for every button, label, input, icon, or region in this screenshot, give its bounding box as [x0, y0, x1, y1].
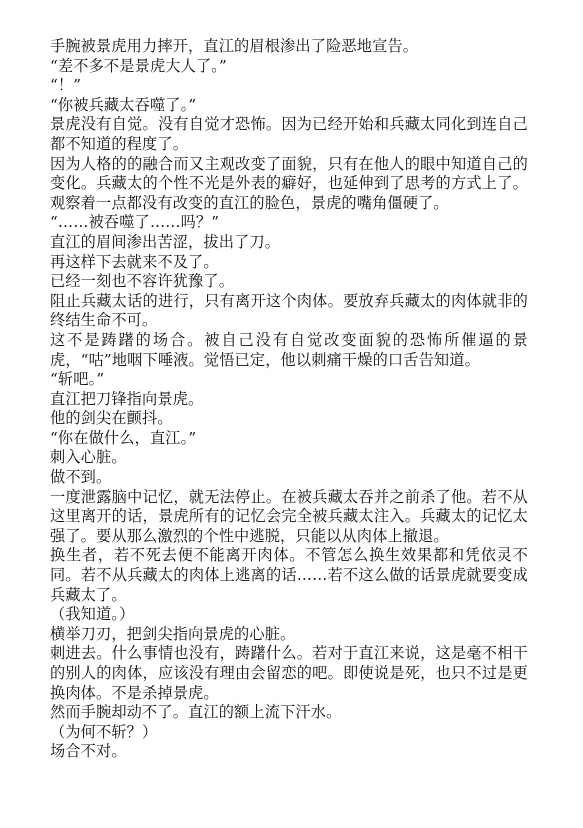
- dialogue-line: “你在做什么，直江。”: [50, 428, 197, 447]
- paragraph: 做不到。: [50, 468, 112, 487]
- paragraph: 然而手腕却动不了。直江的额上流下汗水。: [50, 703, 342, 722]
- paragraph: 手腕被景虎用力摔开，直江的眉根渗出了险恶地宣告。: [50, 37, 419, 55]
- paragraph: 场合不对。: [50, 742, 127, 761]
- paragraph: 换生者，若不死去便不能离开肉体。不管怎么换生效果都和凭依灵不同。若不从兵藏太的肉体上逃离的话……若不这么做的话景虎就要变成兵藏太了。: [50, 546, 528, 604]
- dialogue-line: “差不多不是景虎大人了。”: [50, 56, 227, 75]
- paragraph: 一度泄露脑中记忆，就无法停止。在被兵藏太吞并之前杀了他。若不从这里离开的话，景虎所有的记忆会完全被兵藏太注入。兵藏太的记忆太强了。要从那么激烈的个性中逃脱，只能以从肉体上撤退。: [50, 487, 528, 545]
- paragraph: 他的剑尖在颤抖。: [50, 409, 173, 428]
- dialogue-line: “斩吧。”: [50, 370, 105, 389]
- document-page: [50, 37, 528, 762]
- paragraph: 刺进去。什么事情也没有，踌躇什么。若对于直江来说，这是毫不相干的别人的肉体，应该没有理由会留恋的吧。即使说是死，也只不过是更换肉体。不是杀掉景虎。: [50, 644, 528, 702]
- paragraph: 景虎没有自觉。没有自觉才恐怖。因为已经开始和兵藏太同化到连自己都不知道的程度了。: [50, 115, 528, 153]
- paragraph: 直江把刀锋指向景虎。: [50, 389, 204, 408]
- dialogue-line: “……被吞噬了……吗？”: [50, 213, 220, 232]
- inner-thought-line: （为何不斩？）: [50, 722, 158, 741]
- paragraph: 再这样下去就来不及了。: [50, 252, 219, 271]
- dialogue-line: “你被兵藏太吞噬了。”: [50, 95, 197, 114]
- paragraph: 阻止兵藏太话的进行，只有离开这个肉体。要放弃兵藏太的肉体就非的终结生命不可。: [50, 291, 528, 330]
- paragraph: 刺入心脏。: [50, 448, 127, 467]
- inner-thought-line: （我知道。）: [50, 605, 135, 624]
- paragraph: 已经一刻也不容许犹豫了。: [50, 272, 235, 291]
- paragraph: 因为人格的的融合而又主观改变了面貌，只有在他人的眼中知道自己的变化。兵藏太的个性不光是外表的癖好，也延伸到了思考的方式上了。观察着一点都没有改变的直江的脸色，景虎的嘴角僵硬了。: [50, 154, 528, 212]
- paragraph: 直江的眉间渗出苦涩，拔出了刀。: [50, 232, 281, 251]
- paragraph: 横举刀刃，把剑尖指向景虎的心脏。: [50, 624, 296, 643]
- dialogue-line: “！”: [50, 76, 82, 95]
- paragraph: 这不是踌躇的场合。被自己没有自觉改变面貌的恐怖所催逼的景虎，“咕”地咽下唾液。觉悟已定，他以刺痛干燥的口舌告知道。: [50, 330, 528, 369]
